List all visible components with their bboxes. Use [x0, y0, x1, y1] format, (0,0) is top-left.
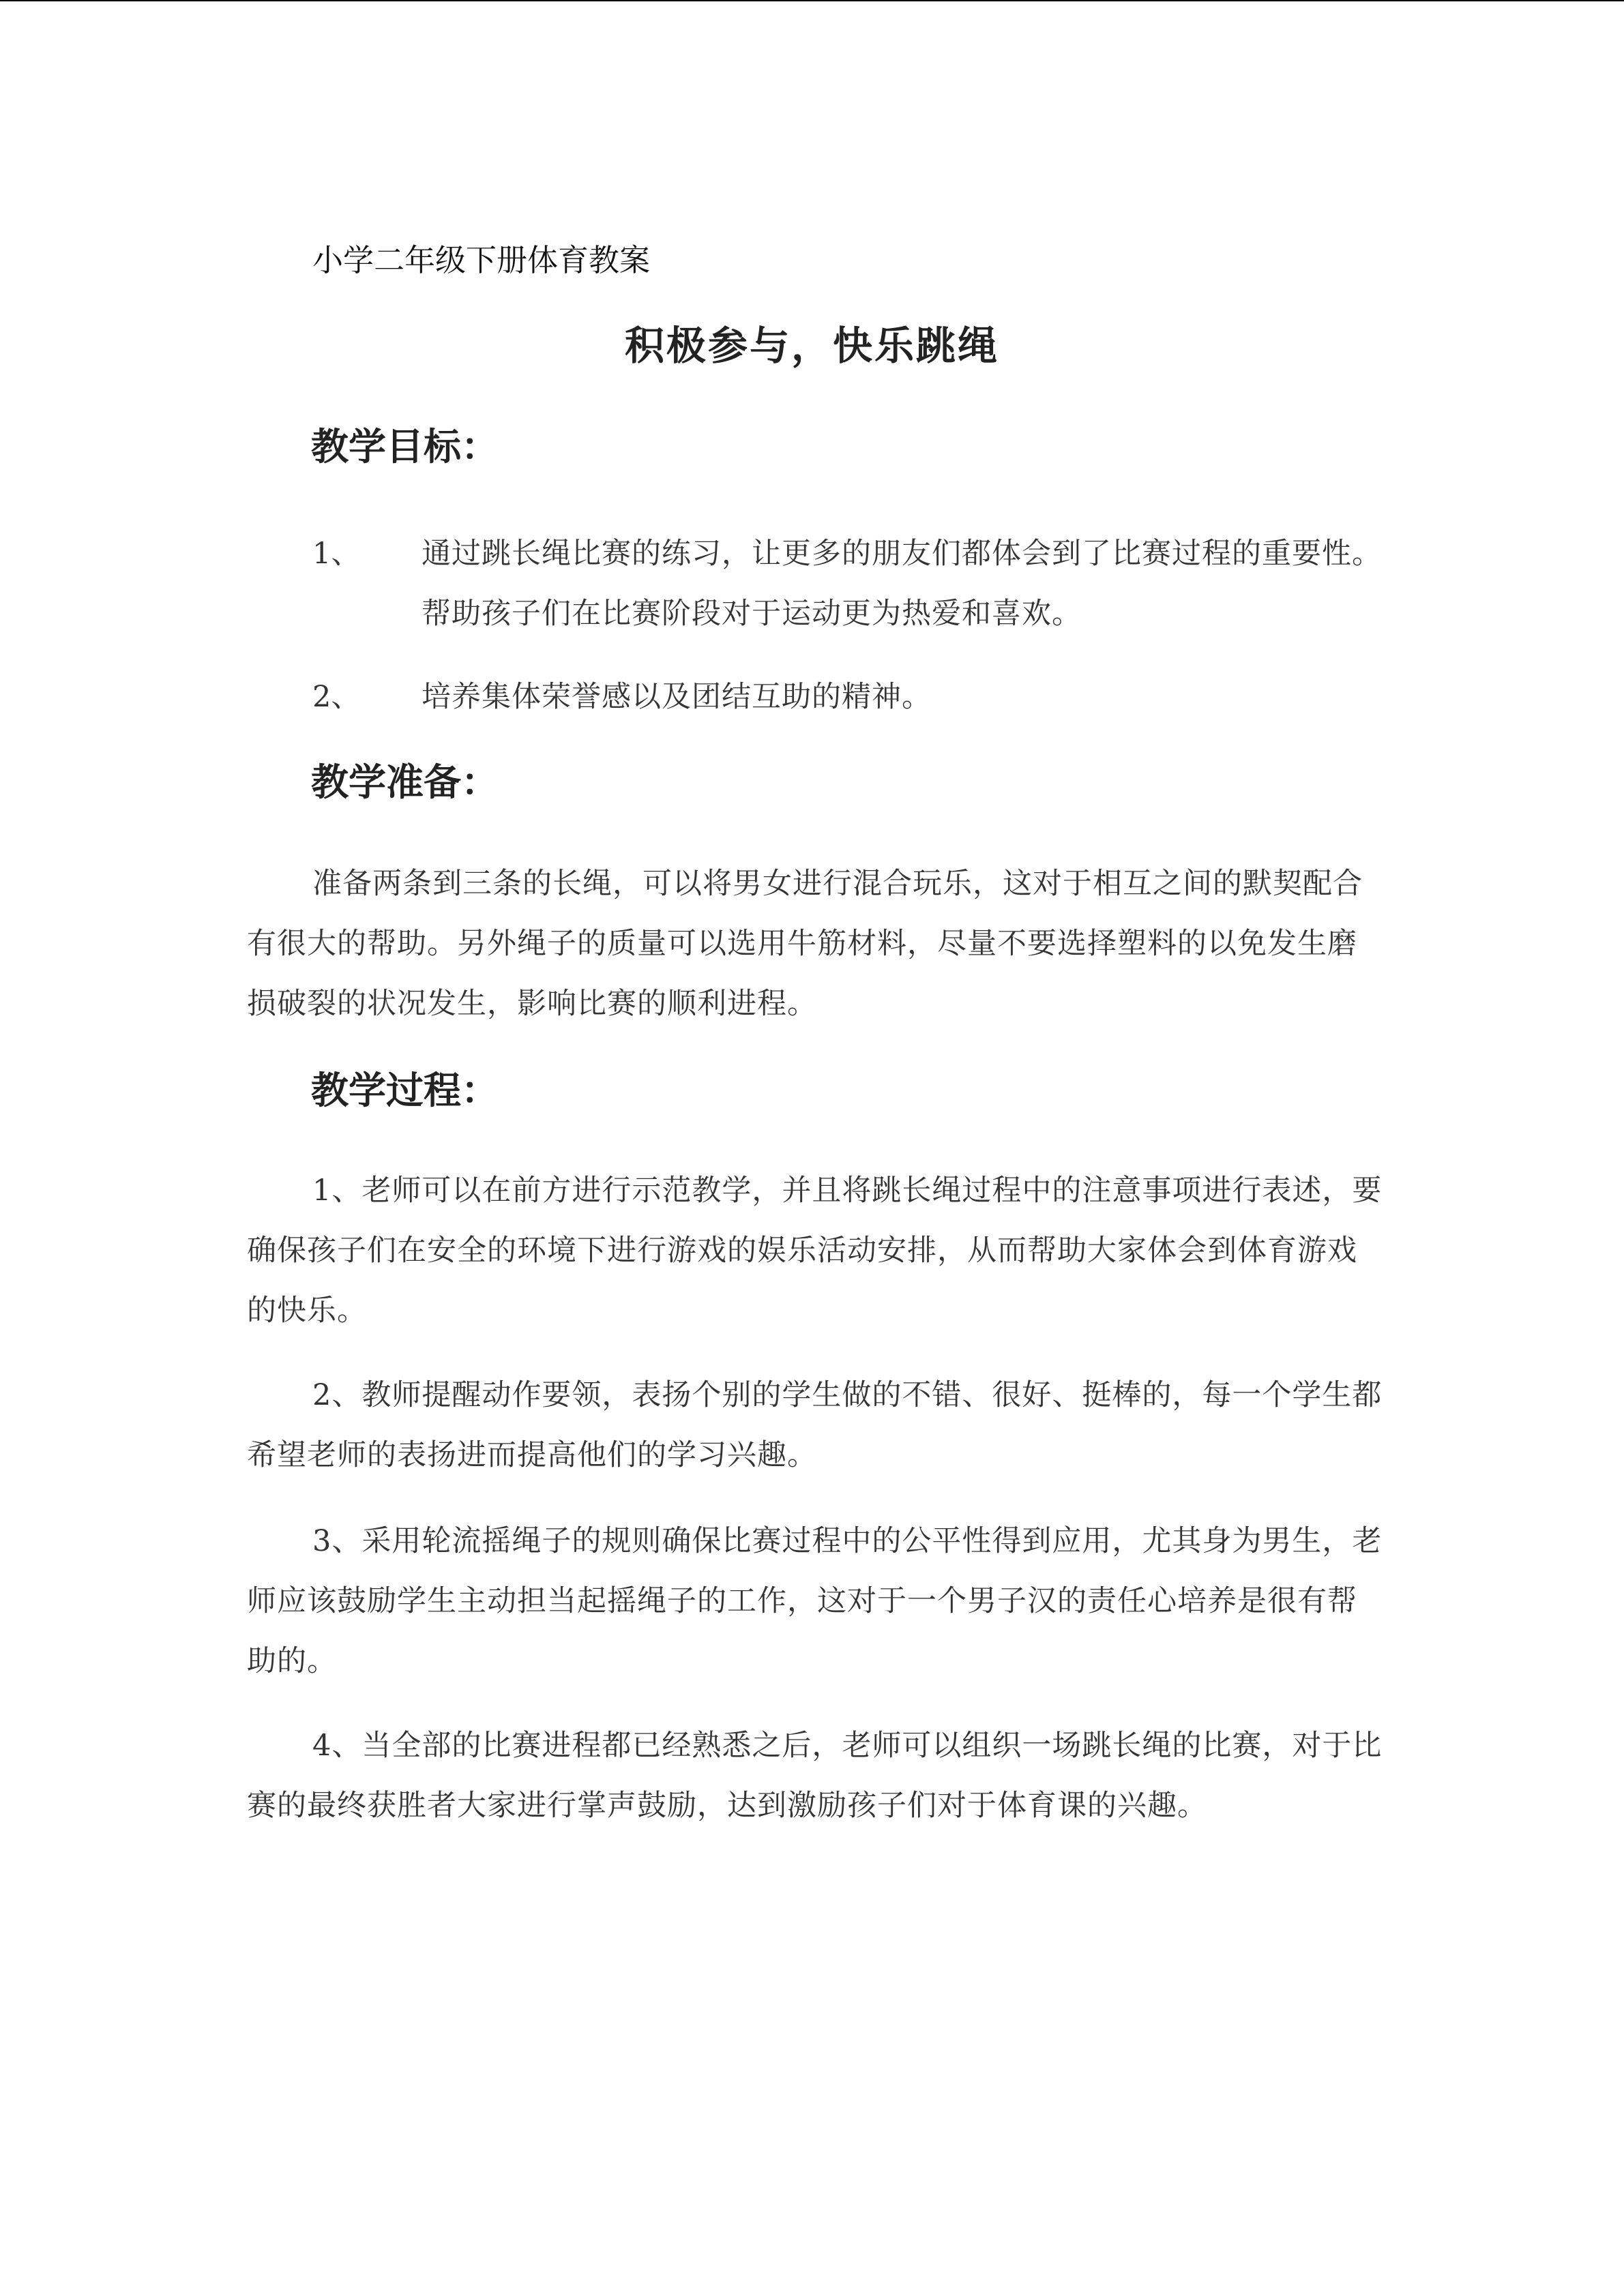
process-step: 4、当全部的比赛进程都已经熟悉之后，老师可以组织一场跳长绳的比赛，对于比赛的最终获胜者大家进行掌声鼓励，达到激励孩子们对于体育课的兴趣。 — [247, 1729, 1383, 1823]
objective-number: 1、 — [312, 537, 361, 571]
objective-text: 通过跳长绳比赛的练习，让更多的朋友们都体会到了比赛过程的重要性。帮助孩子们在比赛阶段对于运动更为热爱和喜欢。 — [422, 537, 1382, 631]
document-header: 小学二年级下册体育教案 — [312, 242, 651, 278]
document-title: 积极参与，快乐跳绳 — [624, 323, 999, 369]
objective-text: 培养集体荣誉感以及团结互助的精神。 — [422, 680, 932, 714]
preparation-paragraph: 准备两条到三条的长绳，可以将男女进行混合玩乐，这对于相互之间的默契配合有很大的帮助。另外绳子的质量可以选用牛筋材料，尽量不要选择塑料的以免发生磨损破裂的状况发生，影响比赛的顺利进程。 — [247, 867, 1363, 1021]
objective-number: 2、 — [312, 680, 361, 714]
process-step: 3、采用轮流摇绳子的规则确保比赛过程中的公平性得到应用，尤其身为男生，老师应该鼓励学生主动担当起摇绳子的工作，这对于一个男子汉的责任心培养是很有帮助的。 — [247, 1524, 1383, 1678]
preparation-heading: 教学准备： — [311, 760, 499, 804]
process-step: 1、老师可以在前方进行示范教学，并且将跳长绳过程中的注意事项进行表述，要确保孩子们在安全的环境下进行游戏的娱乐活动安排，从而帮助大家体会到体育游戏的快乐。 — [247, 1174, 1383, 1328]
objectives-heading: 教学目标： — [311, 425, 499, 468]
process-heading: 教学过程： — [311, 1069, 499, 1112]
process-step: 2、教师提醒动作要领，表扬个别的学生做的不错、很好、挺棒的，每一个学生都希望老师的表扬进而提高他们的学习兴趣。 — [247, 1378, 1383, 1472]
